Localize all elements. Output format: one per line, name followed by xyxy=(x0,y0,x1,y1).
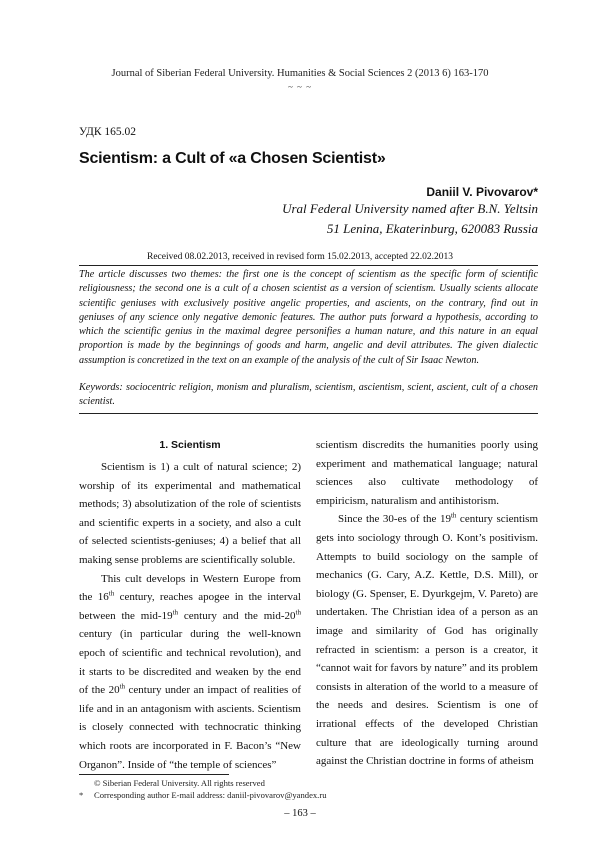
abstract: The article discusses two themes: the first one is the concept of scientism as the specific form of scientific religiousness; the second one is a cult of a chosen scientist as a version of scientism. Usually scients allocate scientific geniuses with exclusively positive angelic properties, and ascients, on the contrary, find out in geniuses of any science only negative demonic features. The author puts forward a hypothesis, according to which the scientific genius in the maximal degree personifies a human nature, and this nature in an equal proportion is made by the beginnings of goods and harm, angelic and devil attributes. The given dialectic assumption is concretized in the text on an example of the analysis of the cult of Sir Isaac Newton. xyxy=(79,269,538,366)
paragraph: Scientism is 1) a cult of natural science; 2) worship of its experimental and mathematical methods; 3) absolutization of the role of scientists and scientific experts in a society, and also a cult of selected scientists-geniuses; 4) a belief that all making sense problems are scientifically soluble. xyxy=(79,461,301,566)
author-address: 51 Lenina, Ekaterinburg, 620083 Russia xyxy=(326,221,538,236)
keywords: Keywords: sociocentric religion, monism and pluralism, scientism, ascientism, scient, ascient, cult of a chosen scientist. xyxy=(79,382,538,408)
paragraph: scientism discredits the humanities poorly using experiment and mathematical language; natural sciences also cultivate methodology of empiricism, naturalism and antihistorism. xyxy=(316,439,538,507)
paragraph: Since the 30-es of the 19th century scientism gets into sociology through O. Kont’s positivism. Attempts to build sociology on the sample of mechanics (G. Cary, A.Z. Kettle, D.S. Mill), or biology (G. Spenser, E. Dyurkgejm, V. Pareto) are undertaken. The Christian idea of a person as an image and similarity of God has originally refracted in scientism: a person is a creator, it “cannot wait for favors by nature” and its problem consists in alteration of the world to a measure of the needs and desires. Scientism is one of irrational effects of the developed Christian culture that are ideologically turning around against the Christian doctrine in forms of atheism xyxy=(316,511,538,768)
article-title: Scientism: a Cult of «a Chosen Scientist» xyxy=(79,150,386,167)
right-column xyxy=(316,436,538,771)
footnotes xyxy=(79,778,327,801)
page-number: – 163 – xyxy=(284,808,316,819)
received-dates: Received 08.02.2013, received in revised form 15.02.2013, accepted 22.02.2013 xyxy=(146,252,454,262)
author-affiliation: Ural Federal University named after B.N. Yeltsin xyxy=(282,201,538,216)
corresponding-author-note: * Corresponding author E-mail address: daniil-pivovarov@yandex.ru xyxy=(79,789,327,800)
header-ornament: ~ ~ ~ xyxy=(287,82,313,92)
paragraph: This cult develops in Western Europe from the 16th century, reaches apogee in the interval between the mid-19th century and the mid-20th century (in particular during the well-known epoch of scientific and technical revolution), and it starts to be discredited and weaken by the end of the 20th century under an impact of realities of life and in an antagonism with ascients. Scientism is closely connected with technocratic thinking which roots are incorporated in F. Bacon’s “New Organon”. Inside of “the temple of sciences” xyxy=(79,572,301,771)
section-heading: 1. Scientism xyxy=(159,439,221,451)
author-name: Daniil V. Pivovarov* xyxy=(426,185,538,199)
journal-header: Journal of Siberian Federal University. Humanities & Social Sciences 2 (2013 6) 163-170 xyxy=(111,68,489,79)
footnote-rule xyxy=(79,774,229,775)
abstract-bottom-rule xyxy=(79,413,538,414)
copyright-note: © Siberian Federal University. All rights reserved xyxy=(94,778,265,788)
udk-code: УДК 165.02 xyxy=(79,126,136,138)
left-column xyxy=(79,436,301,774)
abstract-top-rule xyxy=(79,265,538,266)
author-block xyxy=(282,185,538,239)
